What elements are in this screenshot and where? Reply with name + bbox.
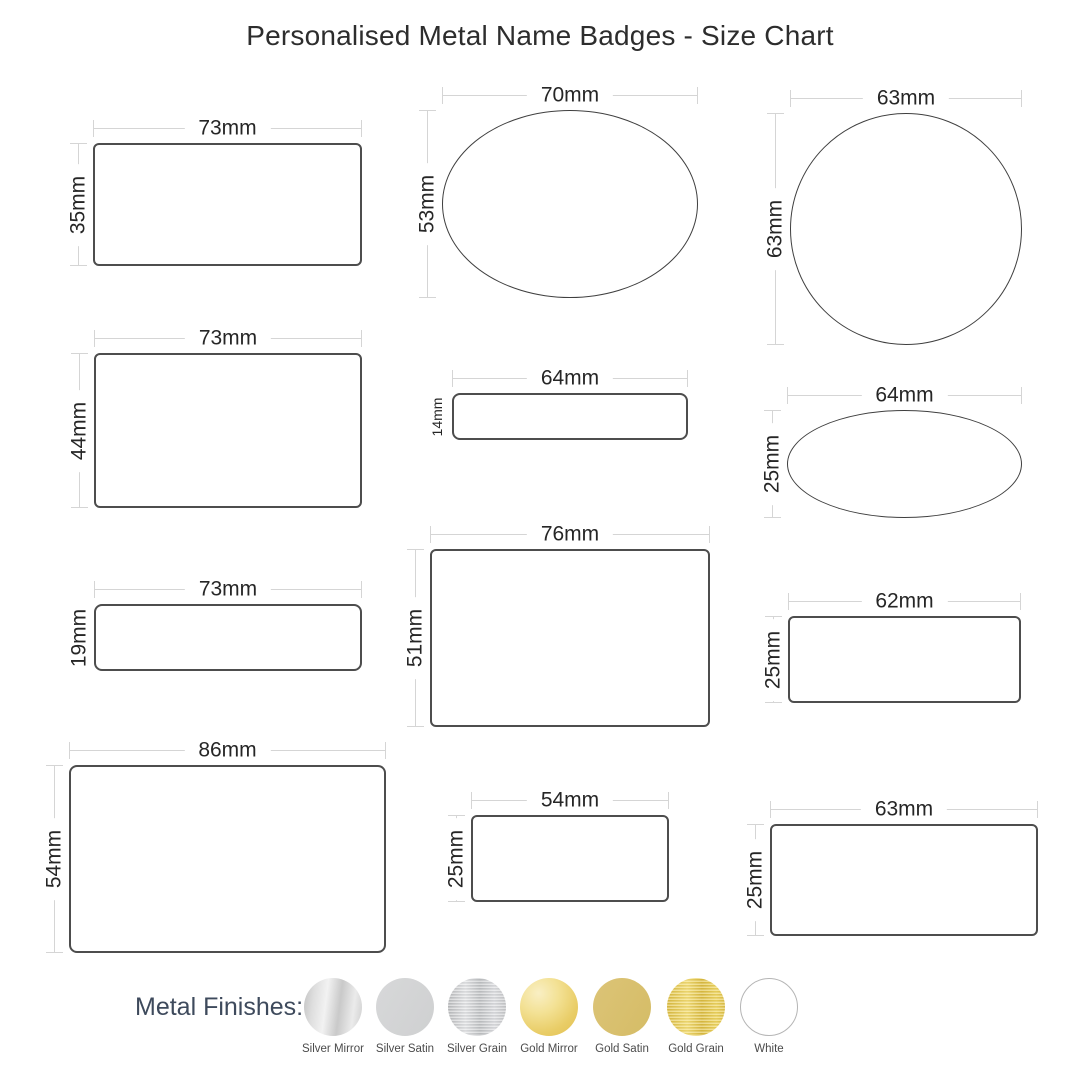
silver-satin-swatch-circle xyxy=(376,978,434,1036)
height-dimension-label: 63mm xyxy=(761,188,790,270)
silver-mirror-swatch-circle xyxy=(304,978,362,1036)
badge-rectangle-73x35 xyxy=(66,116,362,266)
finish-swatch-label: White xyxy=(754,1043,784,1055)
width-dimension-label: 54mm xyxy=(527,786,613,815)
rectangle-shape xyxy=(788,616,1021,703)
height-dimension-label: 25mm xyxy=(442,817,471,899)
gold-grain-swatch-circle xyxy=(667,978,725,1036)
badge-rectangle-62x25 xyxy=(761,589,1021,703)
metal-finishes-label: Metal Finishes: xyxy=(135,993,304,1021)
badge-oval-70x53 xyxy=(415,83,698,298)
rectangle-shape xyxy=(471,815,669,902)
finish-swatch-label: Gold Satin xyxy=(595,1043,649,1055)
height-dimension-label: 19mm xyxy=(65,596,94,678)
badge-rectangle-64x14 xyxy=(429,366,688,440)
rectangle-shape xyxy=(770,824,1038,936)
height-dimension-label: 25mm xyxy=(741,839,770,921)
width-dimension-label: 76mm xyxy=(527,520,613,549)
width-dimension-label: 86mm xyxy=(184,736,270,765)
badge-rectangle-73x19 xyxy=(67,577,362,671)
height-dimension-label: 35mm xyxy=(64,163,93,245)
finish-swatch-label: Silver Mirror xyxy=(302,1043,364,1055)
width-dimension-label: 73mm xyxy=(184,114,270,143)
finish-swatch-gold-grain xyxy=(654,978,738,1055)
width-dimension-label: 70mm xyxy=(527,81,613,110)
badge-rectangle-63x25 xyxy=(743,797,1038,936)
height-dimension-label: 25mm xyxy=(759,618,788,700)
height-dimension-label: 54mm xyxy=(40,818,69,900)
rectangle-shape xyxy=(94,353,362,508)
width-dimension-label: 63mm xyxy=(863,84,949,113)
gold-satin-swatch-circle xyxy=(593,978,651,1036)
height-dimension-label: 51mm xyxy=(401,597,430,679)
width-dimension-label: 62mm xyxy=(861,587,947,616)
height-dimension-label: 14mm xyxy=(427,391,447,442)
white-swatch-circle xyxy=(740,978,798,1036)
height-dimension-label: 53mm xyxy=(413,163,442,245)
finish-swatch-gold-mirror xyxy=(507,978,591,1055)
finish-swatch-label: Silver Satin xyxy=(375,1043,435,1055)
badge-rectangle-73x44 xyxy=(67,326,362,508)
badge-circle-63x63 xyxy=(763,86,1022,345)
finish-swatch-label: Silver Grain xyxy=(446,1043,508,1055)
rectangle-shape xyxy=(93,143,362,266)
finish-swatch-gold-satin xyxy=(580,978,664,1055)
badge-oval-64x25 xyxy=(760,383,1022,518)
width-dimension-label: 73mm xyxy=(185,324,271,353)
width-dimension-label: 73mm xyxy=(185,575,271,604)
width-dimension-label: 64mm xyxy=(861,381,947,410)
rectangle-shape xyxy=(94,604,362,671)
width-dimension-label: 64mm xyxy=(527,364,613,393)
height-dimension-label: 25mm xyxy=(758,423,787,505)
silver-grain-swatch-circle xyxy=(448,978,506,1036)
rectangle-shape xyxy=(430,549,710,727)
finish-swatch-white xyxy=(727,978,811,1055)
badge-rectangle-86x54 xyxy=(42,738,386,953)
circle-shape xyxy=(790,113,1022,345)
finish-swatch-label: Gold Mirror xyxy=(520,1043,578,1055)
gold-mirror-swatch-circle xyxy=(520,978,578,1036)
badge-rectangle-54x25 xyxy=(444,788,669,902)
rectangle-shape xyxy=(452,393,688,440)
width-dimension-label: 63mm xyxy=(861,795,947,824)
oval-shape xyxy=(787,410,1022,518)
height-dimension-label: 44mm xyxy=(65,389,94,471)
finish-swatch-label: Gold Grain xyxy=(668,1043,724,1055)
rectangle-shape xyxy=(69,765,386,953)
oval-shape xyxy=(442,110,698,298)
page-title: Personalised Metal Name Badges - Size Chart xyxy=(246,20,834,51)
badge-rectangle-76x51 xyxy=(403,522,710,727)
